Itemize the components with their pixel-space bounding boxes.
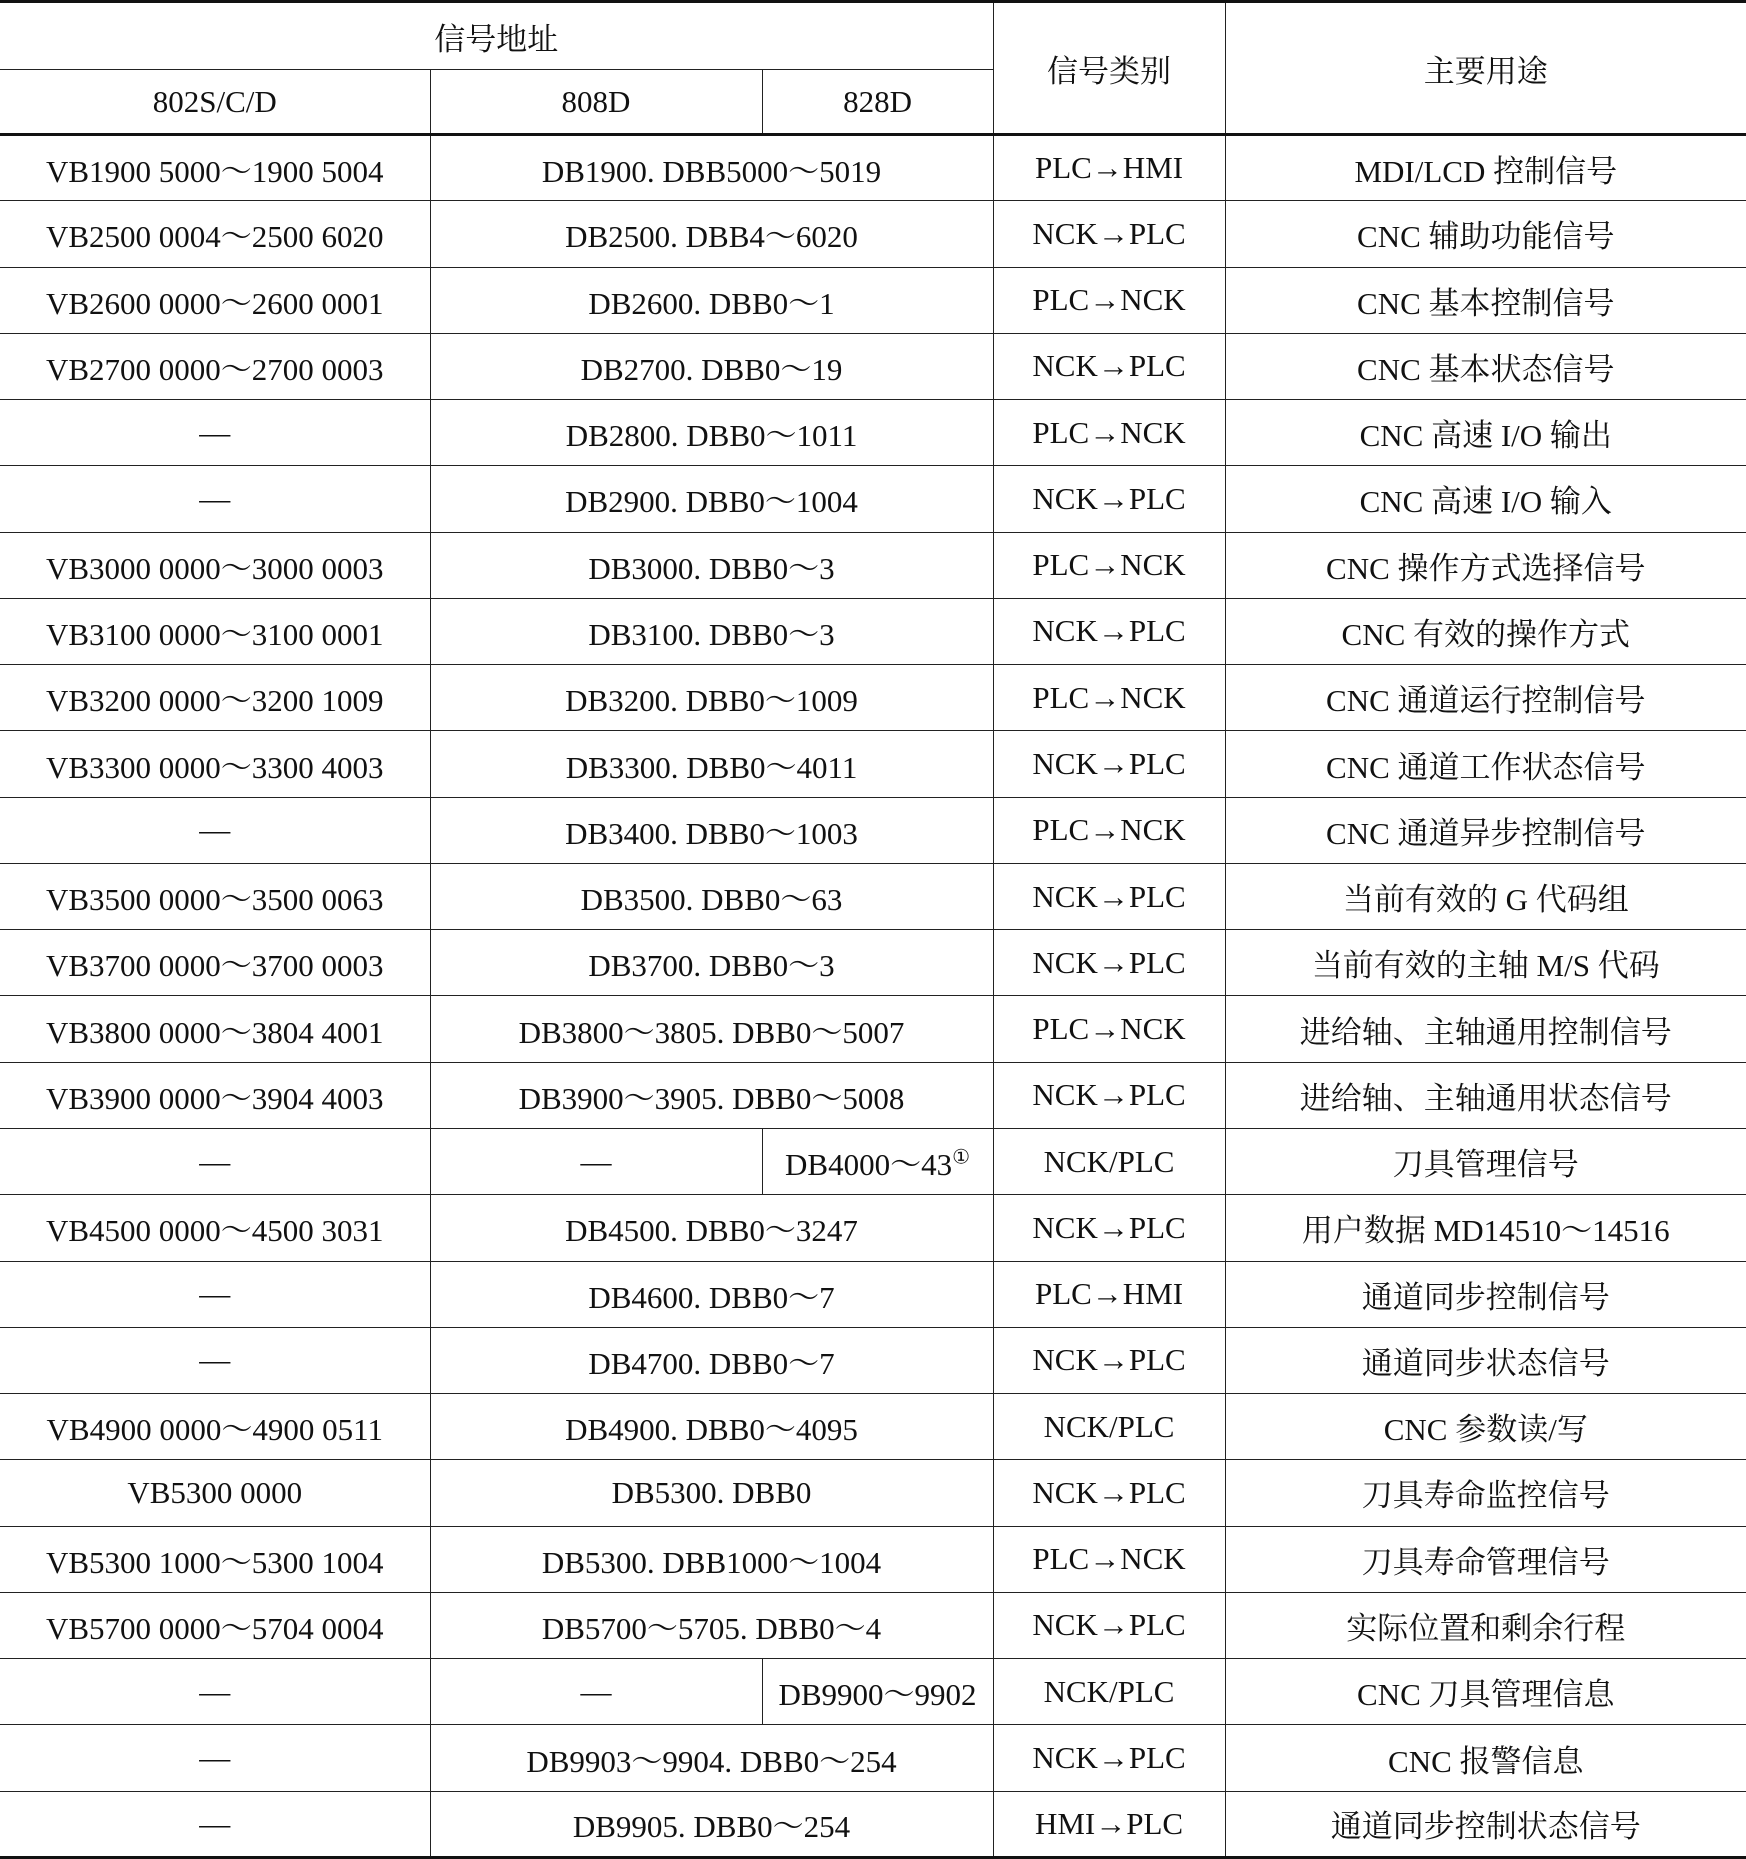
cell-802: VB3000 0000～3000 0003 <box>0 532 430 598</box>
cell-802: VB3300 0000～3300 4003 <box>0 731 430 797</box>
cell-use: CNC 基本控制信号 <box>1225 267 1746 333</box>
cell-802: VB3800 0000～3804 4001 <box>0 996 430 1062</box>
cell-type: NCK→PLC <box>993 930 1225 996</box>
table-row <box>0 1659 1746 1725</box>
cell-use: CNC 基本状态信号 <box>1225 333 1746 399</box>
table-row <box>0 1062 1746 1128</box>
cell-type: NCK/PLC <box>993 1394 1225 1460</box>
cell-type: PLC→NCK <box>993 665 1225 731</box>
cell-828 <box>762 1128 993 1194</box>
cell-808-828: DB5300. DBB1000～1004 <box>430 1526 993 1592</box>
cell-type: NCK→PLC <box>993 731 1225 797</box>
table-row <box>0 1592 1746 1658</box>
cell-type: NCK→PLC <box>993 333 1225 399</box>
table-row <box>0 996 1746 1062</box>
cell-808-828: DB3400. DBB0～1003 <box>430 797 993 863</box>
cell-802: VB3700 0000～3700 0003 <box>0 930 430 996</box>
table-row <box>0 1394 1746 1460</box>
cell-808-828: DB1900. DBB5000～5019 <box>430 135 993 201</box>
cell-use: 进给轴、主轴通用控制信号 <box>1225 996 1746 1062</box>
cell-use: CNC 高速 I/O 输出 <box>1225 400 1746 466</box>
cell-type: NCK→PLC <box>993 1195 1225 1261</box>
cell-808-828: DB9905. DBB0～254 <box>430 1791 993 1857</box>
cell-use: 刀具管理信号 <box>1225 1128 1746 1194</box>
cell-802: — <box>0 466 430 532</box>
header-808: 808D <box>430 70 762 135</box>
cell-type: NCK→PLC <box>993 863 1225 929</box>
cell-808-828: DB4700. DBB0～7 <box>430 1327 993 1393</box>
table-row <box>0 135 1746 201</box>
cell-808-828: DB2500. DBB4～6020 <box>430 201 993 267</box>
cell-use: 实际位置和剩余行程 <box>1225 1592 1746 1658</box>
cell-type: NCK→PLC <box>993 598 1225 664</box>
cell-type: NCK→PLC <box>993 201 1225 267</box>
cell-use: CNC 辅助功能信号 <box>1225 201 1746 267</box>
header-802: 802S/C/D <box>0 70 430 135</box>
cell-type: PLC→NCK <box>993 797 1225 863</box>
table-row <box>0 1725 1746 1791</box>
cell-type: NCK/PLC <box>993 1659 1225 1725</box>
cell-type: NCK→PLC <box>993 1592 1225 1658</box>
table-row <box>0 1195 1746 1261</box>
cell-808-828: DB5700～5705. DBB0～4 <box>430 1592 993 1658</box>
cell-802: VB5700 0000～5704 0004 <box>0 1592 430 1658</box>
cell-use: CNC 参数读/写 <box>1225 1394 1746 1460</box>
cell-use: CNC 高速 I/O 输入 <box>1225 466 1746 532</box>
table-row <box>0 466 1746 532</box>
cell-808-828: DB9903～9904. DBB0～254 <box>430 1725 993 1791</box>
table-row <box>0 532 1746 598</box>
cell-use: CNC 有效的操作方式 <box>1225 598 1746 664</box>
table-row <box>0 863 1746 929</box>
cell-808-828: DB4500. DBB0～3247 <box>430 1195 993 1261</box>
cell-type: PLC→NCK <box>993 267 1225 333</box>
cell-use: 刀具寿命监控信号 <box>1225 1460 1746 1526</box>
cell-use: 用户数据 MD14510～14516 <box>1225 1195 1746 1261</box>
cell-802: — <box>0 797 430 863</box>
cell-808-828: DB2900. DBB0～1004 <box>430 466 993 532</box>
cell-808-828: DB2600. DBB0～1 <box>430 267 993 333</box>
cell-use: 刀具寿命管理信号 <box>1225 1526 1746 1592</box>
table-row <box>0 731 1746 797</box>
cell-type: PLC→NCK <box>993 996 1225 1062</box>
cell-802: VB5300 0000 <box>0 1460 430 1526</box>
cell-type: NCK→PLC <box>993 466 1225 532</box>
cell-use: CNC 通道工作状态信号 <box>1225 731 1746 797</box>
cell-type: NCK→PLC <box>993 1725 1225 1791</box>
cell-use: CNC 报警信息 <box>1225 1725 1746 1791</box>
cell-use: 通道同步控制信号 <box>1225 1261 1746 1327</box>
cell-802: VB3500 0000～3500 0063 <box>0 863 430 929</box>
cell-type: HMI→PLC <box>993 1791 1225 1857</box>
cell-808-828: DB3300. DBB0～4011 <box>430 731 993 797</box>
table-row <box>0 930 1746 996</box>
table-row <box>0 1791 1746 1857</box>
table-row <box>0 333 1746 399</box>
cell-use: 通道同步控制状态信号 <box>1225 1791 1746 1857</box>
cell-802: — <box>0 1327 430 1393</box>
cell-802: VB5300 1000～5300 1004 <box>0 1526 430 1592</box>
cell-type: PLC→NCK <box>993 532 1225 598</box>
cell-802: VB2600 0000～2600 0001 <box>0 267 430 333</box>
cell-802: — <box>0 1128 430 1194</box>
cell-808-828: DB3100. DBB0～3 <box>430 598 993 664</box>
cell-use: CNC 通道异步控制信号 <box>1225 797 1746 863</box>
cell-type: NCK→PLC <box>993 1062 1225 1128</box>
cell-808-828: DB2800. DBB0～1011 <box>430 400 993 466</box>
cell-use: CNC 通道运行控制信号 <box>1225 665 1746 731</box>
cell-808-828: DB3200. DBB0～1009 <box>430 665 993 731</box>
footnote-mark: ① <box>952 1146 971 1169</box>
cell-802: — <box>0 1791 430 1857</box>
cell-use: MDI/LCD 控制信号 <box>1225 135 1746 201</box>
cell-808-828: DB3700. DBB0～3 <box>430 930 993 996</box>
cell-802: VB4500 0000～4500 3031 <box>0 1195 430 1261</box>
cell-802: — <box>0 400 430 466</box>
table-row <box>0 1526 1746 1592</box>
cell-802: — <box>0 1261 430 1327</box>
header-828: 828D <box>762 70 993 135</box>
cell-802: — <box>0 1659 430 1725</box>
table-row <box>0 1128 1746 1194</box>
cell-802: VB3900 0000～3904 4003 <box>0 1062 430 1128</box>
header-signal-address: 信号地址 <box>0 2 993 70</box>
table-row <box>0 797 1746 863</box>
cell-808-828: DB2700. DBB0～19 <box>430 333 993 399</box>
table-row <box>0 201 1746 267</box>
cell-type: PLC→HMI <box>993 1261 1225 1327</box>
table-row <box>0 665 1746 731</box>
cell-use: CNC 操作方式选择信号 <box>1225 532 1746 598</box>
cell-use: 通道同步状态信号 <box>1225 1327 1746 1393</box>
header-main-use: 主要用途 <box>1225 2 1746 135</box>
header-row-top <box>0 2 1746 70</box>
cell-808: — <box>430 1128 762 1194</box>
table-row <box>0 1327 1746 1393</box>
table-row <box>0 1261 1746 1327</box>
cell-type: NCK→PLC <box>993 1460 1225 1526</box>
cell-808-828: DB3000. DBB0～3 <box>430 532 993 598</box>
cell-use: CNC 刀具管理信息 <box>1225 1659 1746 1725</box>
cell-use: 进给轴、主轴通用状态信号 <box>1225 1062 1746 1128</box>
cell-type: PLC→NCK <box>993 400 1225 466</box>
cell-828-text: DB4000～43 <box>785 1147 953 1183</box>
cell-808-828: DB3900～3905. DBB0～5008 <box>430 1062 993 1128</box>
cell-type: NCK→PLC <box>993 1327 1225 1393</box>
cell-type: PLC→HMI <box>993 135 1225 201</box>
cell-808-828: DB3500. DBB0～63 <box>430 863 993 929</box>
cell-802: VB2500 0004～2500 6020 <box>0 201 430 267</box>
table-row <box>0 400 1746 466</box>
cell-808-828: DB5300. DBB0 <box>430 1460 993 1526</box>
cell-802: VB3100 0000～3100 0001 <box>0 598 430 664</box>
cell-802: VB1900 5000～1900 5004 <box>0 135 430 201</box>
cell-802: VB2700 0000～2700 0003 <box>0 333 430 399</box>
cell-type: PLC→NCK <box>993 1526 1225 1592</box>
cell-802: VB3200 0000～3200 1009 <box>0 665 430 731</box>
table-row <box>0 267 1746 333</box>
cell-808-828: DB3800～3805. DBB0～5007 <box>430 996 993 1062</box>
table-row <box>0 1460 1746 1526</box>
cell-use: 当前有效的 G 代码组 <box>1225 863 1746 929</box>
cell-802: — <box>0 1725 430 1791</box>
cell-802: VB4900 0000～4900 0511 <box>0 1394 430 1460</box>
cell-type: NCK/PLC <box>993 1128 1225 1194</box>
cell-808-828: DB4900. DBB0～4095 <box>430 1394 993 1460</box>
table-row <box>0 598 1746 664</box>
header-signal-type: 信号类别 <box>993 2 1225 135</box>
cell-808: — <box>430 1659 762 1725</box>
cell-808-828: DB4600. DBB0～7 <box>430 1261 993 1327</box>
cell-use: 当前有效的主轴 M/S 代码 <box>1225 930 1746 996</box>
cell-828: DB9900～9902 <box>762 1659 993 1725</box>
